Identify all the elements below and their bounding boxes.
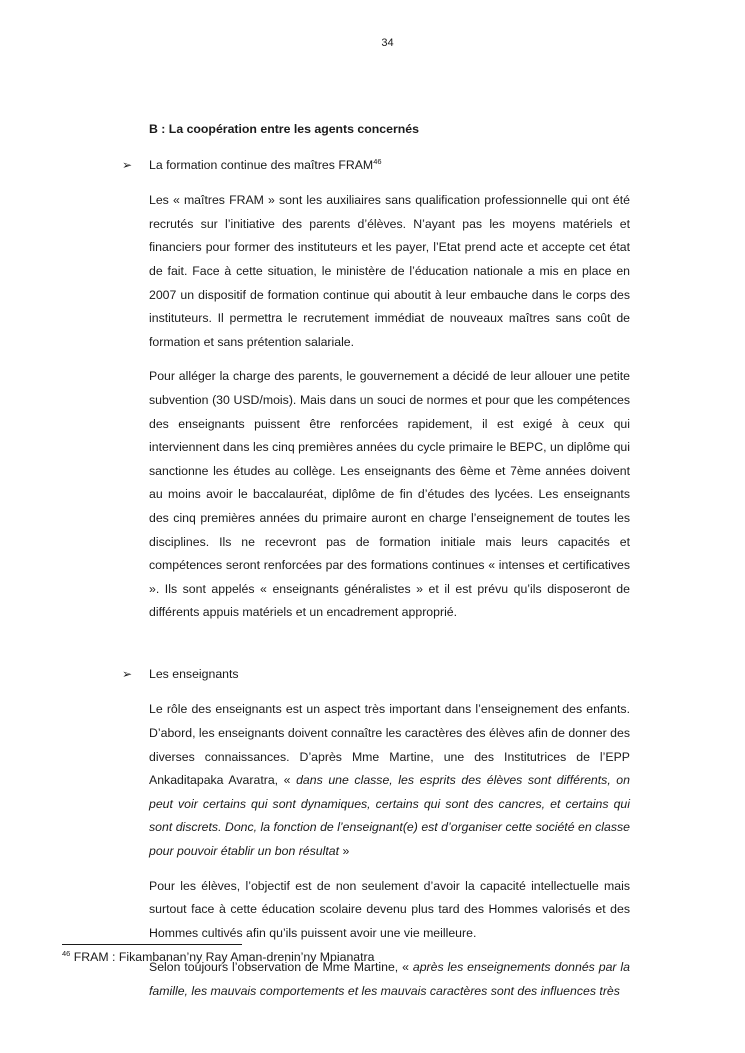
- section-heading: B : La coopération entre les agents concernés: [149, 122, 419, 136]
- page-body: [122, 118, 630, 1015]
- footnote-number: 46: [62, 948, 71, 958]
- bullet-label: La formation continue des maîtres FRAM: [149, 157, 374, 172]
- paragraph: Les « maîtres FRAM » sont les auxiliaires sans qualification professionnelle qui ont été recrutés sur l’initiative des parents d’élèves. N’ayant pas les moyens matériels et financiers pour former des instituteurs et les payer, l’Etat prend acte et accepte cet état de fait. Face à cette situation, le ministère de l’éducation nationale a mis en place en 2007 un dispositif de formation continue qui aboutit à leur embauche dans le corps des instituteurs. Il permettra le recrutement immédiat de nouveaux maîtres sans coût de formation et sans prétention salariale.: [149, 193, 630, 349]
- arrowhead-bullet-icon: ➢: [122, 157, 133, 172]
- paragraph: Pour les élèves, l’objectif est de non seulement d’avoir la capacité intellectuelle mais surtout face à cette éducation scolaire devenu plus tard des Hommes valorisés et des Hommes cultivés afin qu’ils puissent avoir une vie meilleure.: [149, 878, 630, 940]
- bullet-item-enseignants: [122, 663, 630, 687]
- quotation: dans une classe, les esprits des élèves sont différents, on peut voir certains qui sont dynamiques, certains qui sont des cancres, et certains qui sont discrets. Donc, la fonction de l’enseignant(e) est d’organiser cette société en classe pour pouvoir établir un bon résultat: [149, 773, 630, 859]
- arrowhead-bullet-icon: ➢: [122, 666, 133, 681]
- quote-close: »: [339, 844, 350, 859]
- paragraph: Pour alléger la charge des parents, le gouvernement a décidé de leur allouer une petite subvention (30 USD/mois). Mais dans un souci de normes et pour que les compétences des enseignants puissent être renforcées rapidement, il est exigé à ceux qui interviennent dans les cinq premières années du cycle primaire le BEPC, un diplôme qui sanctionne les études au collège. Les enseignants des 6ème et 7ème années doivent au moins avoir le baccalauréat, diplôme de fin d’études des lycées. Les enseignants des cinq premières années du primaire auront en charge l’enseignement de toutes les disciplines. Ils ne recevront pas de formation initiale mais leurs capacités et compétences seront renforcées par des formations continues « intenses et certificatives ». Ils sont appelés « enseignants généralistes » et il est prévu qu’ils disposeront de différents appuis matériels et un encadrement approprié.: [149, 369, 630, 620]
- footnote: [62, 948, 374, 966]
- page-number: 34: [381, 37, 394, 49]
- footnote-reference: 46: [373, 156, 382, 166]
- paragraph-text: Selon toujours l’observation de Mme Martine, «: [149, 960, 413, 975]
- paragraph-with-quote: [149, 698, 630, 863]
- bullet-item-fram: [122, 154, 630, 178]
- quotation: après les enseignements donnés par la famille, les mauvais comportements et les mauvais caractères sont des influences très: [149, 960, 630, 998]
- bullet-label: Les enseignants: [149, 666, 239, 681]
- paragraph-text: Le rôle des enseignants est un aspect très important dans l’enseignement des enfants. D’abord, les enseignants doivent connaître les caractères des élèves afin de donner des diverses connaissances. D’après Mme Martine, une des Institutrices de l’EPP Ankaditapaka Avaratra, «: [149, 702, 630, 788]
- footnote-text: FRAM : Fikambanan’ny Ray Aman-drenin’ny Mpianatra: [70, 950, 375, 964]
- footnote-separator: [62, 944, 242, 945]
